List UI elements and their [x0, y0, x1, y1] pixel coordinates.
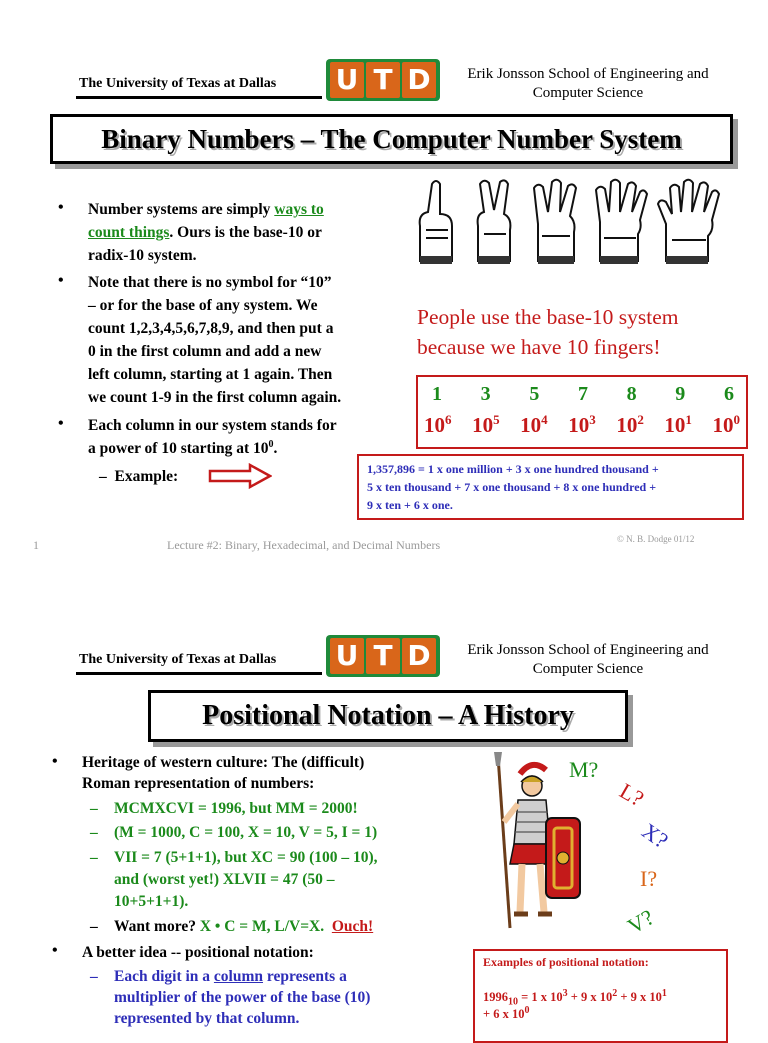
bullet-dot: •: [58, 272, 64, 289]
bullet-line: Heritage of western culture: The (difficult): [82, 754, 365, 771]
bullet-line: a power of 10 starting at 10: [88, 440, 269, 457]
bullet-number-systems: [88, 198, 398, 267]
bullet-text: . Ours is the base-10 or: [169, 224, 322, 241]
bullet-line: count 1,2,3,4,5,6,7,8,9, and then put a: [88, 320, 334, 337]
roman-subpoint: – (M = 1000, C = 100, X = 10, V = 5, I = 1): [90, 824, 378, 841]
link-count-things[interactable]: count things: [88, 224, 170, 241]
bullet-positional: A better idea -- positional notation:: [82, 944, 314, 961]
fingers-note-line1: People use the base-10 system: [417, 305, 679, 329]
university-name: The University of Texas at Dallas: [79, 76, 277, 91]
examples-formula: $1996_{10} = 1$ x $10^3 + 9$ x $10^2 + 9$ x $10^1$ + 6 x $10^0$: [483, 987, 667, 1021]
bullet-text: radix-10 system.: [88, 247, 197, 264]
examples-title: Examples of positional notation:: [483, 955, 649, 969]
power: $10^6$: [424, 412, 452, 437]
utd-logo: [326, 635, 440, 677]
examples-box: [473, 949, 728, 1043]
power: $10^5$: [472, 412, 500, 437]
logo-letter-u: U: [330, 62, 364, 98]
counting-hands-icon: [406, 174, 728, 266]
link-ways-to[interactable]: ways to: [274, 201, 324, 218]
logo-letter-d: D: [402, 62, 436, 98]
digit: 6: [723, 383, 734, 405]
roman-subpoint: – VII = 7 (5+1+1), but XC = 90 (100 – 10), and (worst yet!) XLVII = 47 (50 – 10+5+1+1).: [90, 849, 378, 910]
superscript: 0: [268, 438, 274, 450]
example-label: Example:: [114, 468, 179, 485]
header-rule: [76, 672, 322, 675]
bullet-line: Each column in our system stands for: [88, 417, 337, 434]
bullet-line: Roman representation of numbers:: [82, 775, 315, 792]
digit: 1: [432, 383, 442, 405]
expansion-line: 1,357,896 = 1 x one million + 3 x one hundred thousand +: [367, 462, 659, 476]
school-name-line2: Computer Science: [532, 661, 644, 677]
bullet-dot: •: [58, 415, 64, 432]
expansion-line: 9 x ten + 6 x one.: [367, 498, 453, 512]
bullet-line: .: [273, 440, 278, 457]
example-label-row: – Example:: [99, 468, 179, 485]
school-name: [448, 65, 728, 103]
slide-title: Binary Numbers – The Computer Number System: [50, 114, 733, 164]
bullet-dot: •: [52, 942, 58, 959]
bullet-dot: •: [58, 199, 64, 216]
roman-subpoint: – Want more? X • C = M, L/V=X. Ouch!: [90, 918, 374, 935]
header-rule: [76, 96, 322, 99]
roman-letter-m: M?: [569, 757, 599, 782]
logo-letter-t: T: [366, 638, 400, 674]
expansion-text: [367, 460, 739, 514]
bullet-dot: •: [52, 753, 58, 770]
power: $10^4$: [520, 412, 548, 437]
bullet-line: we count 1-9 in the first column again.: [88, 389, 342, 406]
bullet-line: 0 in the first column and add a new: [88, 343, 322, 360]
utd-logo: [326, 59, 440, 101]
link-column[interactable]: column: [213, 968, 264, 985]
roman-letter-l: L?: [615, 777, 649, 812]
power: $10^3$: [568, 412, 596, 437]
place-value-box: [416, 375, 748, 449]
school-name-line2: Computer Science: [532, 85, 644, 101]
digit: 5: [529, 383, 540, 405]
roman-subpoint: – MCMXCVI = 1996, but MM = 2000!: [90, 800, 358, 817]
digit: 9: [675, 383, 686, 405]
power: $10^2$: [616, 412, 644, 437]
page-number: 1: [33, 538, 39, 552]
bullet-line: Note that there is no symbol for “10”: [88, 274, 332, 291]
expansion-box: [357, 454, 744, 520]
bullet-no-symbol: [88, 271, 408, 409]
logo-letter-t: T: [366, 62, 400, 98]
digit: 8: [626, 383, 637, 405]
roman-letter-i: I?: [640, 866, 658, 891]
bullet-line: left column, starting at 1 again. Then: [88, 366, 333, 383]
power-row: [424, 413, 740, 438]
roman-letter-x: X?: [637, 817, 673, 854]
school-name-line1: Erik Jonsson School of Engineering and: [467, 642, 709, 658]
slide-title: Positional Notation – A History: [148, 690, 628, 742]
ouch-text: Ouch!: [331, 918, 374, 935]
roman-letter-v: V?: [623, 904, 658, 939]
copyright: © N. B. Dodge 01/12: [617, 534, 695, 544]
right-arrow-icon: [208, 463, 272, 489]
school-name-line1: Erik Jonsson School of Engineering and: [467, 66, 709, 82]
bullet-line: – or for the base of any system. We: [88, 297, 318, 314]
fingers-note: [417, 302, 737, 362]
bullet-text: Number systems are simply: [88, 201, 275, 218]
bullet-roman-heritage: [82, 752, 462, 794]
digit: 7: [577, 383, 588, 405]
power: $10^0$: [712, 412, 740, 437]
lecture-footer: Lecture #2: Binary, Hexadecimal, and Decimal Numbers: [167, 538, 441, 552]
logo-letter-d: D: [402, 638, 436, 674]
slide-2: [0, 576, 768, 1027]
roman-subpoints: [90, 798, 470, 938]
fingers-note-line2: because we have 10 fingers!: [417, 335, 661, 359]
school-name: [448, 641, 728, 679]
positional-subpoint: – Each digit in a column represents a multiplier of the power of the base (10) represented by that column.: [90, 968, 371, 1027]
digit-row: [432, 383, 734, 406]
university-name: The University of Texas at Dallas: [79, 652, 277, 667]
expansion-line: 5 x ten thousand + 7 x one thousand + 8 x one hundred +: [367, 480, 657, 494]
logo-letter-u: U: [330, 638, 364, 674]
digit: 3: [480, 383, 491, 405]
power: $10^1$: [664, 412, 692, 437]
